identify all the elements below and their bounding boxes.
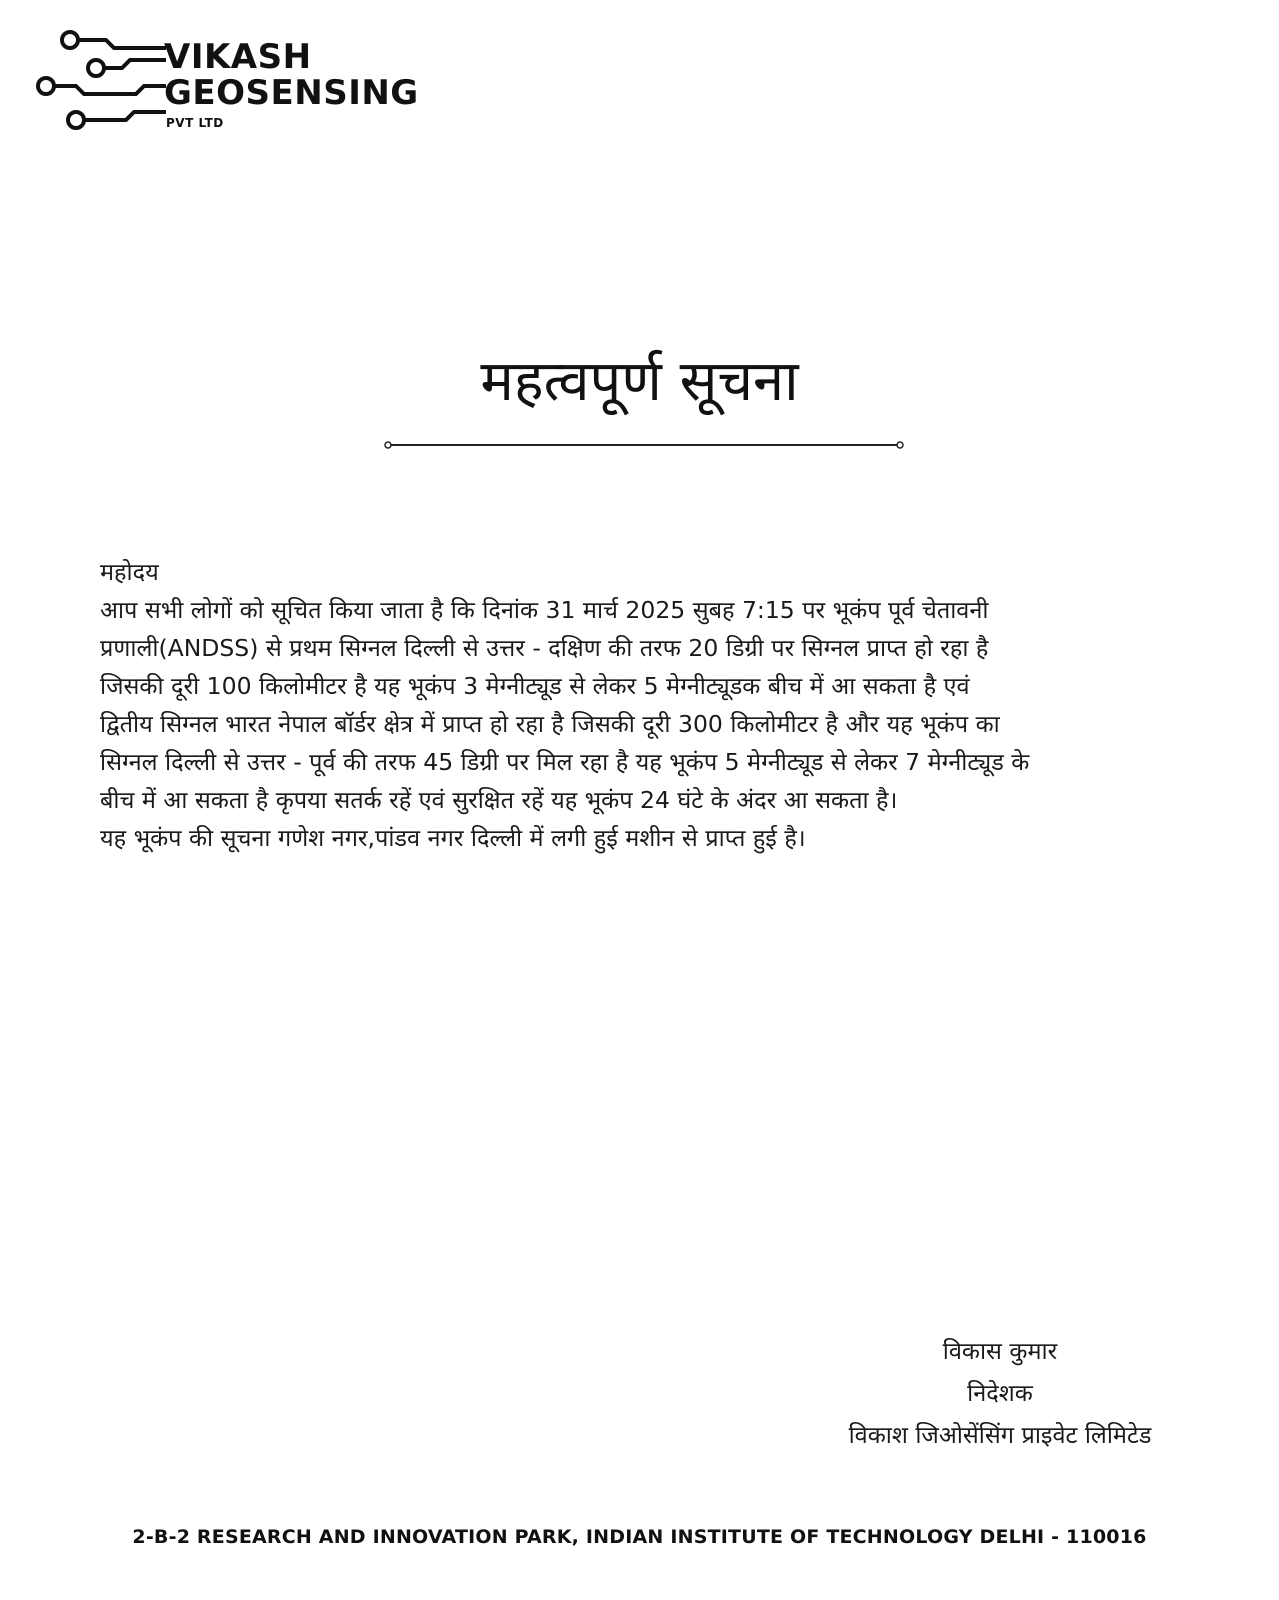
paragraph-line: द्वितीय सिग्नल भारत नेपाल बॉर्डर क्षेत्र में प्राप्त हो रहा है जिसकी दूरी 300 किलोमीटर है और यह भूकंप का (100, 710, 1000, 738)
paragraph-line: यह भूकंप की सूचना गणेश नगर,पांडव नगर दिल्ली में लगी हुई मशीन से प्राप्त हुई है। (100, 824, 806, 852)
notice-title: महत्वपूर्ण सूचना (480, 349, 799, 414)
signatory-designation: निदेशक (967, 1379, 1033, 1407)
footer-address: 2-B-2 RESEARCH AND INNOVATION PARK, INDIAN INSTITUTE OF TECHNOLOGY DELHI - 110016 (132, 1526, 1147, 1548)
paragraph-line: जिसकी दूरी 100 किलोमीटर है यह भूकंप 3 मेग्नीट्यूड से लेकर 5 मेग्नीट्यूडक बीच में आ सकता है एवं (100, 672, 970, 700)
signatory-company: विकाश जिओसेंसिंग प्राइवेट लिमिटेड (848, 1421, 1152, 1449)
paragraph-line: बीच में आ सकता है कृपया सतर्क रहें एवं सुरक्षित रहें यह भूकंप 24 घंटे के अंदर आ सकता है। (100, 786, 898, 814)
logo-subtitle: PVT LTD (166, 116, 224, 130)
logo-wordmark-line1: VIKASH (164, 37, 312, 77)
paragraph-line: प्रणाली(ANDSS) से प्रथम सिग्नल दिल्ली से उत्तर - दक्षिण की तरफ 20 डिग्री पर सिग्नल प्राप्त हो रहा है (100, 634, 989, 662)
signature-block (760, 1330, 1240, 1456)
circuit-logo-icon (36, 24, 166, 136)
salutation: महोदय (100, 558, 159, 586)
company-logo (36, 24, 419, 136)
logo-wordmark-line2: GEOSENSING (164, 73, 419, 113)
letter-body (100, 553, 1190, 857)
title-underline-divider (384, 440, 904, 450)
paragraph-line: सिग्नल दिल्ली से उत्तर - पूर्व की तरफ 45 डिग्री पर मिल रहा है यह भूकंप 5 मेग्नीट्यूड से लेकर 7 मेग्नीट्यूड के (100, 748, 1030, 776)
signatory-name: विकास कुमार (942, 1337, 1058, 1365)
paragraph-line: आप सभी लोगों को सूचित किया जाता है कि दिनांक 31 मार्च 2025 सुबह 7:15 पर भूकंप पूर्व चेतावनी (100, 596, 989, 624)
